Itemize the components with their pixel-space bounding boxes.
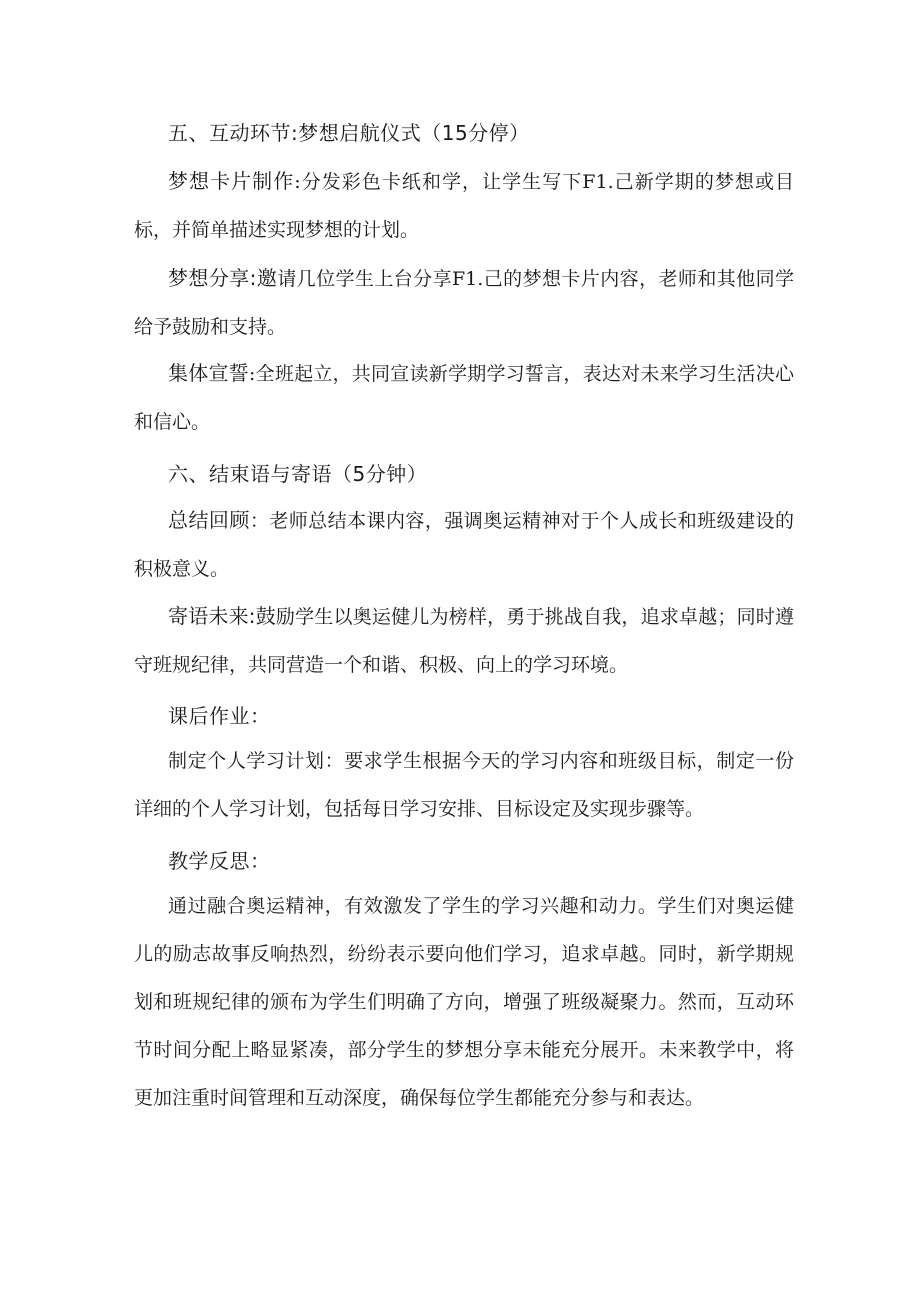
paragraph-future-message (134, 592, 794, 689)
paragraph-text: :全班起立，共同宣读新学期学习誓言，表达对未来学习生活决心和信心。 (134, 363, 795, 433)
paragraph-text: 励学生以奥运健儿为榜样，勇于挑战自我，追求卓越；同时遵守班规纪律，共同营造一个和谐、积极、向上的学习环境。 (134, 606, 794, 676)
paragraph-dream-card (134, 157, 794, 254)
paragraph-lead: 梦想卡片制作 (168, 169, 295, 193)
reflection-heading: 教学反思： (168, 849, 271, 873)
paragraph-group-oath (134, 349, 794, 446)
paragraph-text: ：老师总结本课内容，强调奥运精神对于个人成长和班级建设的积极意义。 (134, 510, 794, 580)
paragraph-lead: 梦想分享:邀 (168, 266, 278, 290)
paragraph-text: 通过融合奥运精神，有效激发了学生的学习兴趣和动力。学生们对奥运健儿的励志故事反响热烈，纷纷表示要向他们学习，追求卓越。同时，新学期规划和班规纪律的颁布为学生们明确了方向，增强了班级凝聚力。然而，互动环节时间分配上略显紧凑，部分学生的梦想分享未能充分展开。未来教学中，将更加注重时间管理和互动深度，确保每位学生都能充分参与和表达。 (134, 895, 794, 1109)
paragraph-summary (134, 496, 794, 593)
paragraph-lead: 寄语未来:鼓 (168, 604, 276, 628)
paragraph-text: 制定个人学习计划：要求学生根据今天的学习内容和班级目标，制定一份详细的个人学习计划，包括每日学习安排、目标设定及实现步骤等。 (134, 750, 794, 820)
paragraph-dream-share (134, 254, 794, 351)
paragraph-lead: 集体宣誓 (168, 361, 249, 385)
section-5-heading: 五、互动环节:梦想启航仪式（15分停） (168, 121, 530, 145)
paragraph-lead: 总结回顾 (168, 508, 250, 532)
paragraph-homework (134, 737, 794, 833)
homework-heading: 课后作业： (168, 704, 271, 728)
paragraph-reflection (134, 882, 794, 1122)
paragraph-text: 请几位学生上台分享F1.己的梦想卡片内容，老师和其他同学给予鼓励和支持。 (134, 268, 794, 338)
section-6-heading: 六、结束语与寄语（5分钟） (168, 462, 428, 486)
paragraph-text: :分发彩色卡纸和学，让学生写下F1.己新学期的梦想或目标，并简单描述实现梦想的计划。 (134, 171, 795, 241)
